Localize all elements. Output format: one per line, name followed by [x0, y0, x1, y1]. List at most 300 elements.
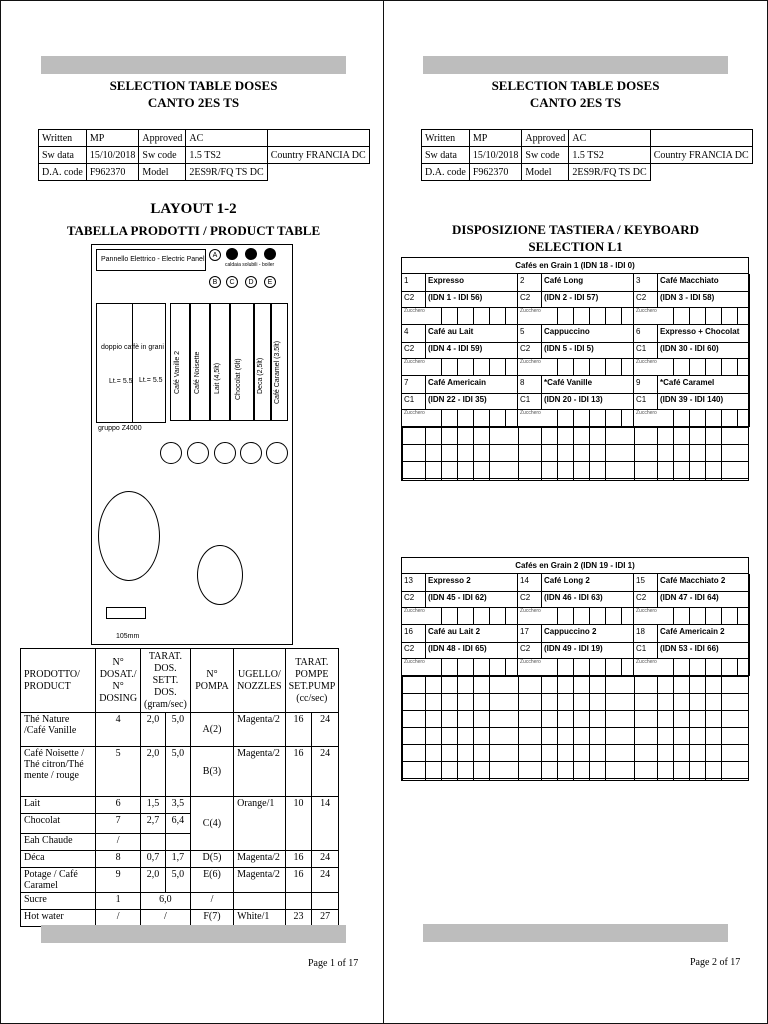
cell-divider: [689, 307, 690, 325]
dosing-cell: 6: [96, 797, 141, 814]
nozzle-cell: Orange/1: [234, 797, 285, 851]
cell-divider: [505, 307, 506, 325]
bean-hopper-label: doppio caffè in grani: [101, 344, 164, 351]
empty-row-line: [518, 427, 519, 480]
cell-divider: [721, 358, 722, 376]
written-label: Written: [422, 130, 470, 147]
dose-cell: 2,0: [141, 747, 166, 797]
da-label: D.A. code: [39, 164, 87, 181]
model-label: Model: [139, 164, 186, 181]
key-number: 1: [404, 276, 409, 285]
key-number: 4: [404, 327, 409, 336]
empty-row-line: [634, 676, 635, 780]
empty-row-line: [705, 427, 706, 480]
product-table-title: TABELLA PRODOTTI / PRODUCT TABLE: [66, 223, 321, 238]
pump-set-cell: 23: [285, 910, 312, 927]
sugar-label: Zucchero: [520, 659, 541, 665]
canister-label: Chocolat (6lt): [235, 358, 242, 400]
cell-divider: [589, 358, 590, 376]
nozzle-cell: Magenta/2: [234, 868, 285, 893]
page-title: SELECTION TABLE DOSES: [491, 78, 660, 93]
nozzle-cell: Magenta/2: [234, 713, 285, 747]
bean-hopper-2: [132, 303, 166, 423]
keyboard-key: [518, 325, 634, 376]
cell-divider: [473, 409, 474, 427]
sugar-label: Zucchero: [404, 359, 425, 365]
pump-set-cell: [285, 893, 312, 910]
canisters: [170, 303, 288, 423]
key-product-name: *Café Vanille: [544, 378, 593, 387]
cell-divider: [518, 591, 633, 592]
cell-divider: [402, 358, 517, 359]
key-product-name: Cappuccino 2: [544, 627, 597, 636]
cell-divider: [673, 607, 674, 625]
keyboard-grid: [402, 274, 748, 480]
pump-set-cell: 16: [285, 713, 312, 747]
key-id: (IDN 39 - IDI 140): [660, 395, 724, 404]
product-cell: Sucre: [21, 893, 96, 910]
key-id: (IDN 1 - IDI 56): [428, 293, 483, 302]
dosing-cell: 4: [96, 713, 141, 747]
pump-cell: C(4): [190, 797, 233, 851]
cell-divider: [589, 409, 590, 427]
column-header: N° DOSAT./ N° DOSING: [96, 649, 141, 713]
empty-row-line: [402, 676, 403, 780]
cell-divider: [425, 325, 426, 358]
cell-divider: [573, 607, 574, 625]
label-e: E: [264, 276, 276, 288]
cell-divider: [473, 607, 474, 625]
dose-cell: /: [141, 910, 191, 927]
key-number: 3: [636, 276, 641, 285]
country-value: Country FRANCIA DC: [650, 147, 752, 164]
key-number: 16: [404, 627, 413, 636]
empty-row-line: [402, 444, 748, 445]
sugar-label: Zucchero: [520, 359, 541, 365]
keyboard-key: [634, 574, 750, 625]
cell-divider: [489, 658, 490, 676]
cup-holder: [98, 491, 160, 581]
pump-cell: D(5): [190, 851, 233, 868]
brew-group-label: gruppo Z4000: [98, 425, 142, 432]
dosing-cell: 1: [96, 893, 141, 910]
empty-row-line: [557, 427, 558, 480]
dose-cell: 6,4: [165, 814, 190, 834]
cell-divider: [657, 325, 658, 358]
key-code: C2: [520, 644, 531, 653]
empty-row-line: [705, 676, 706, 780]
empty-row-line: [573, 427, 574, 480]
cell-divider: [605, 358, 606, 376]
product-cell: Déca: [21, 851, 96, 868]
pump-set-cell: [312, 893, 339, 910]
written-label: Written: [39, 130, 87, 147]
canister-label: Café Noisette: [194, 351, 201, 394]
cell-divider: [589, 607, 590, 625]
empty-row-line: [441, 427, 442, 480]
da-value: F962370: [469, 164, 522, 181]
empty-row-line: [402, 461, 748, 462]
cell-divider: [557, 358, 558, 376]
pump-cell: A(2): [190, 713, 233, 747]
canister-label: Deca (2,5lt): [257, 357, 264, 394]
table-row: [21, 851, 339, 868]
cell-divider: [705, 409, 706, 427]
mixing-bowl: [240, 442, 262, 464]
cell-divider: [634, 607, 749, 608]
header-bar: [423, 56, 728, 74]
keyboard-section-title: Cafés en Grain 2 (IDN 19 - IDI 1): [402, 558, 748, 574]
cell-divider: [673, 307, 674, 325]
cell-divider: [605, 307, 606, 325]
dosing-cell: 9: [96, 868, 141, 893]
cell-divider: [425, 376, 426, 409]
column-header: TARAT. DOS. SETT. DOS. (gram/sec): [141, 649, 191, 713]
cell-divider: [737, 607, 738, 625]
keyboard-key: [518, 574, 634, 625]
key-code: C2: [404, 344, 415, 353]
pump-set-cell: 10: [285, 797, 312, 851]
cell-divider: [721, 658, 722, 676]
cell-divider: [441, 358, 442, 376]
canister-label: Lait (4,5lt): [214, 362, 221, 394]
cell-divider: [634, 342, 749, 343]
drip-tray: [106, 607, 146, 619]
cell-divider: [689, 358, 690, 376]
keyboard-key: [634, 274, 750, 325]
cell-divider: [737, 307, 738, 325]
cell-divider: [489, 358, 490, 376]
canister: [210, 303, 230, 421]
key-number: 6: [636, 327, 641, 336]
key-product-name: Café Macchiato 2: [660, 576, 726, 585]
keyboard-key: [518, 274, 634, 325]
model-value: 2ES9R/FQ TS DC: [569, 164, 650, 181]
dose-cell: 0,7: [141, 851, 166, 868]
cell-divider: [705, 358, 706, 376]
key-id: (IDN 4 - IDI 59): [428, 344, 483, 353]
product-cell: Eah Chaude: [21, 834, 96, 851]
model-value: 2ES9R/FQ TS DC: [186, 164, 267, 181]
dosing-cell: /: [96, 834, 141, 851]
cell-divider: [605, 658, 606, 676]
keyboard-key: [634, 325, 750, 376]
product-cell: Lait: [21, 797, 96, 814]
empty-row-line: [473, 676, 474, 780]
cell-divider: [518, 607, 633, 608]
key-product-name: Café au Lait: [428, 327, 474, 336]
empty-row-line: [673, 676, 674, 780]
key-code: C2: [404, 293, 415, 302]
keyboard-key: [518, 376, 634, 427]
boiler-knob: [264, 248, 276, 260]
key-product-name: Café Macchiato: [660, 276, 719, 285]
key-number: 17: [520, 627, 529, 636]
sugar-label: Zucchero: [404, 659, 425, 665]
pump-set-cell: 24: [312, 747, 339, 797]
product-cell: Thé Nature /Café Vanille: [21, 713, 96, 747]
cell-divider: [518, 291, 633, 292]
cell-divider: [621, 658, 622, 676]
pump-set-cell: 16: [285, 851, 312, 868]
cell-divider: [473, 658, 474, 676]
dose-cell: 5,0: [165, 868, 190, 893]
sugar-label: Zucchero: [404, 410, 425, 416]
approved-value: AC: [186, 130, 267, 147]
cup-holder: [197, 545, 243, 605]
canister-label: Café Vanille 2: [174, 350, 181, 394]
sugar-label: Zucchero: [636, 410, 657, 416]
cell-divider: [505, 658, 506, 676]
pump-cell: B(3): [190, 747, 233, 797]
cell-divider: [557, 658, 558, 676]
column-header: TARAT. POMPE SET.PUMP (cc/sec): [285, 649, 338, 713]
country-value: Country FRANCIA DC: [267, 147, 369, 164]
sugar-label: Zucchero: [404, 608, 425, 614]
pump-cell: E(6): [190, 868, 233, 893]
key-number: 2: [520, 276, 525, 285]
cell-divider: [657, 625, 658, 658]
empty-row-line: [402, 478, 748, 479]
sugar-label: Zucchero: [520, 308, 541, 314]
empty-row-line: [402, 427, 748, 428]
key-id: (IDN 2 - IDI 57): [544, 293, 599, 302]
cell-divider: [721, 409, 722, 427]
cell-divider: [402, 307, 517, 308]
empty-row-line: [589, 427, 590, 480]
doc-info-table: [421, 129, 753, 181]
empty-row-line: [657, 676, 658, 780]
page-subtitle: CANTO 2ES TS: [147, 95, 240, 110]
cell-divider: [489, 607, 490, 625]
key-code: C2: [520, 593, 531, 602]
empty-row-line: [457, 676, 458, 780]
key-id: (IDN 53 - IDI 66): [660, 644, 719, 653]
pump-set-cell: 16: [285, 747, 312, 797]
swcode-label: Sw code: [139, 147, 186, 164]
sugar-label: Zucchero: [636, 608, 657, 614]
keyboard-title: DISPOSIZIONE TASTIERA / KEYBOARD SELECTION L1: [452, 222, 699, 254]
mixing-bowl: [214, 442, 236, 464]
dimension-label: 105mm: [116, 633, 140, 640]
cell-divider: [457, 658, 458, 676]
key-number: 5: [520, 327, 525, 336]
keyboard-grain-1: [401, 257, 749, 481]
cell-divider: [518, 409, 633, 410]
key-number: 15: [636, 576, 645, 585]
key-id: (IDN 5 - IDI 5): [544, 344, 594, 353]
key-id: (IDN 22 - IDI 35): [428, 395, 487, 404]
cell-divider: [605, 409, 606, 427]
cell-divider: [621, 307, 622, 325]
da-label: D.A. code: [422, 164, 470, 181]
empty-row-line: [634, 427, 635, 480]
dose-cell: 1,5: [141, 797, 166, 814]
cell-divider: [518, 658, 633, 659]
cell-divider: [518, 393, 633, 394]
key-code: C1: [520, 395, 531, 404]
empty-row-line: [605, 427, 606, 480]
cell-divider: [457, 358, 458, 376]
table-row: [21, 713, 339, 747]
approved-label: Approved: [522, 130, 569, 147]
pump-set-cell: 24: [312, 851, 339, 868]
cell-divider: [621, 358, 622, 376]
key-code: C2: [404, 593, 415, 602]
pump-set-cell: 24: [312, 713, 339, 747]
cell-divider: [473, 358, 474, 376]
key-number: 18: [636, 627, 645, 636]
sugar-label: Zucchero: [520, 608, 541, 614]
column-header: PRODOTTO/ PRODUCT: [21, 649, 96, 713]
cell-divider: [473, 307, 474, 325]
swdata-value: 15/10/2018: [469, 147, 522, 164]
hopper-capacity: Lt.= 5.5: [139, 377, 163, 384]
dosing-cell: 7: [96, 814, 141, 834]
footer-bar: [423, 924, 728, 942]
empty-row-line: [402, 778, 748, 779]
cell-divider: [573, 658, 574, 676]
cell-divider: [634, 409, 749, 410]
sugar-label: Zucchero: [636, 359, 657, 365]
pump-cell: F(7): [190, 910, 233, 927]
cell-divider: [402, 607, 517, 608]
canister: [190, 303, 210, 421]
empty-row-line: [721, 676, 722, 780]
sugar-label: Zucchero: [636, 308, 657, 314]
hopper-capacity: Lt.= 5.5: [109, 378, 133, 385]
key-product-name: *Café Caramel: [660, 378, 715, 387]
electric-panel-box: [96, 249, 206, 271]
dose-cell: [141, 834, 166, 851]
canister-label: Café Caramel (3.5lt): [274, 340, 281, 404]
empty-row-line: [425, 427, 426, 480]
label-d: D: [245, 276, 257, 288]
doc-info-table: [38, 129, 370, 181]
cell-divider: [634, 307, 749, 308]
cell-divider: [621, 409, 622, 427]
boiler-knob: [226, 248, 238, 260]
dosing-cell: /: [96, 910, 141, 927]
keyboard-grid: [402, 574, 748, 780]
dose-cell: 2,0: [141, 713, 166, 747]
table-row: [21, 868, 339, 893]
empty-row-line: [589, 676, 590, 780]
column-header: N° POMPA: [190, 649, 233, 713]
key-product-name: Café Americain 2: [660, 627, 725, 636]
swcode-value: 1.5 TS2: [569, 147, 650, 164]
empty-row-line: [402, 676, 748, 677]
key-id: (IDN 30 - IDI 60): [660, 344, 719, 353]
nozzle-cell: [234, 893, 285, 910]
empty-row-line: [673, 427, 674, 480]
table-row: [21, 747, 339, 797]
cell-divider: [557, 607, 558, 625]
label-b: B: [209, 276, 221, 288]
key-code: C2: [636, 293, 647, 302]
dose-cell: 1,7: [165, 851, 190, 868]
key-id: (IDN 46 - IDI 63): [544, 593, 603, 602]
table-row: [21, 797, 339, 814]
cell-divider: [689, 607, 690, 625]
cell-divider: [737, 409, 738, 427]
table-row: [21, 910, 339, 927]
page-title: SELECTION TABLE DOSES: [109, 78, 278, 93]
empty-row-line: [489, 427, 490, 480]
machine-layout-diagram: [91, 244, 293, 645]
cell-divider: [425, 625, 426, 658]
product-cell: Potage / Café Caramel: [21, 868, 96, 893]
cell-divider: [737, 358, 738, 376]
empty-row-line: [425, 676, 426, 780]
pump-set-cell: 16: [285, 868, 312, 893]
cell-divider: [573, 358, 574, 376]
cell-divider: [402, 409, 517, 410]
cell-divider: [705, 307, 706, 325]
cell-divider: [689, 658, 690, 676]
table-row: [21, 893, 339, 910]
empty-row-line: [557, 676, 558, 780]
boiler-label: caldaia solubili - boiler: [225, 262, 275, 268]
swdata-label: Sw data: [422, 147, 470, 164]
sugar-label: Zucchero: [404, 308, 425, 314]
pump-set-cell: 27: [312, 910, 339, 927]
cell-divider: [673, 409, 674, 427]
mixing-bowl: [266, 442, 288, 464]
key-id: (IDN 47 - IDI 64): [660, 593, 719, 602]
keyboard-key: [402, 325, 518, 376]
cell-divider: [589, 307, 590, 325]
dose-cell: 5,0: [165, 747, 190, 797]
cell-divider: [689, 409, 690, 427]
approved-value: AC: [569, 130, 650, 147]
empty-row-line: [402, 427, 403, 480]
electric-panel-label: Pannello Elettrico - Electric Panel: [101, 256, 205, 263]
product-cell: Hot water: [21, 910, 96, 927]
key-code: C1: [636, 344, 647, 353]
cell-divider: [457, 307, 458, 325]
cell-divider: [634, 291, 749, 292]
cell-divider: [657, 376, 658, 409]
page-2: [384, 0, 768, 1024]
dose-cell: 2,7: [141, 814, 166, 834]
cell-divider: [634, 393, 749, 394]
swcode-value: 1.5 TS2: [186, 147, 267, 164]
cell-divider: [518, 642, 633, 643]
key-product-name: Cappuccino: [544, 327, 590, 336]
empty-row-line: [541, 427, 542, 480]
empty-row-line: [518, 676, 519, 780]
cell-divider: [657, 274, 658, 307]
empty-row-line: [402, 744, 748, 745]
pump-cell: /: [190, 893, 233, 910]
swdata-value: 15/10/2018: [86, 147, 139, 164]
key-number: 7: [404, 378, 409, 387]
swcode-label: Sw code: [522, 147, 569, 164]
empty-row-line: [605, 676, 606, 780]
model-label: Model: [522, 164, 569, 181]
cell-divider: [402, 291, 517, 292]
nozzle-cell: Magenta/2: [234, 851, 285, 868]
cell-divider: [737, 658, 738, 676]
dosing-cell: 5: [96, 747, 141, 797]
cell-divider: [705, 658, 706, 676]
header-bar: [41, 56, 346, 74]
cell-divider: [541, 574, 542, 607]
cell-divider: [518, 342, 633, 343]
empty-row-line: [457, 427, 458, 480]
cell-divider: [441, 607, 442, 625]
